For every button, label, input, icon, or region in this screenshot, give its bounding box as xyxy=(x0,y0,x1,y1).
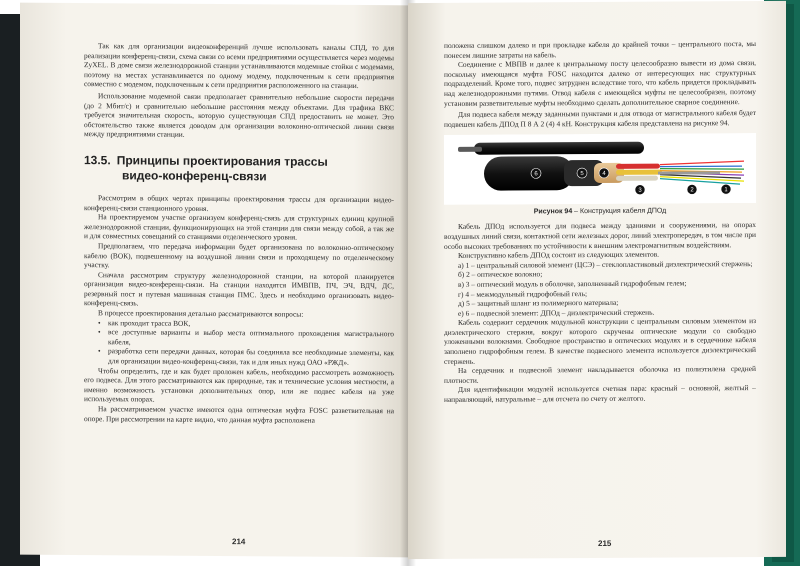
paragraph: Сначала рассмотрим структуру железнодорожной станции, на которой планируется организация видео-конференц-связи. На станции находятся ИМВПВ, ПЧ, ЭЧ, ВДЧ, ДС, резервный пост и путевая машинная станция ПМС. Здесь и необходимо организовать видео-конференц-связь. xyxy=(84,269,394,308)
element-list xyxy=(444,259,756,318)
figure-label: 5 xyxy=(580,171,584,178)
list-item: а) 1 – центральный силовой элемент (ЦСЭ) – стеклопластиковый диэлектрический стержень; xyxy=(458,258,753,270)
paragraph: Конструктивно кабель ДПОд состоит из следующих элементов. xyxy=(458,249,660,260)
paragraph: Чтобы определить, где и как будет проложен кабель, необходимо рассмотреть возможность его подвеса. Для этого рассматриваются как природные, так и технические условия местности, а именно возможность установки дополнительных опор, или же подвес кабеля на уже используемых опорах. xyxy=(84,365,394,404)
list-item: б) 2 – оптическое волокно; xyxy=(458,269,543,280)
bullet-list xyxy=(84,318,394,368)
paragraph: положена слишком далеко и при прокладке кабеля до крайней точки – центрального поста, мы понесем лишние затраты на кабель. xyxy=(444,39,756,60)
section-title-line1: Принципы проектирования трассы xyxy=(116,153,328,169)
figure-label: 2 xyxy=(690,187,694,194)
cable-figure xyxy=(444,133,756,205)
figure-label: 6 xyxy=(534,171,538,178)
paragraph: Для идентификации модулей используется счетная пара: красный – основной, желтый – направляющий, натуральные – для отсчета по счету от желтого. xyxy=(444,383,756,404)
paragraph: Кабель ДПОд используется для подвеса между зданиями и сооружениями, на опорах воздушных линий связи, контактной сети железных дорог, линий электропередач, в том числе при особо высоких требованиях по устойчивости к внешним электромагнитным воздействиям. xyxy=(444,220,756,251)
section-heading xyxy=(84,153,394,185)
section-title-line2: видео-конференц-связи xyxy=(122,168,267,184)
cable-jacket xyxy=(484,156,574,191)
figure-caption xyxy=(444,207,756,216)
figure-label: 3 xyxy=(638,188,642,195)
paragraph: В процессе проектирования детально рассматриваются вопросы: xyxy=(98,308,304,319)
paragraph: Кабель содержит сердечник модульной конструкции с центральным силовым элементом из диэлектрического стержня, вокруг которого скручены оптические модули со свободно уложенными волокнами. Свободное пространство в оптических модулях и в сердечнике кабеля заполнено гидрофобным гелем. В качестве подвесного элемента используется диэлектрический стержень. xyxy=(444,316,756,366)
section-number: 13.5. xyxy=(84,153,111,168)
paragraph: Для подвеса кабеля между заданными пунктами и для отвода от магистрального кабеля будет подвешен кабель ДПОд П 8 А 2 (4) 4 кН. Конструкция кабеля представлена на рисунке 94. xyxy=(444,108,756,129)
list-item: д) 5 – защитный шланг из полимерного материала; xyxy=(458,297,619,308)
figure-label: 1 xyxy=(724,187,728,194)
figure-label: 4 xyxy=(602,171,606,178)
central-strength-member xyxy=(658,172,720,175)
list-item: • как проходит трасса ВОК, xyxy=(108,318,394,330)
paragraph: Рассмотрим в общих чертах принципы проектирования трассы для организации видео-конференц-связи станционного уровня. xyxy=(84,193,394,213)
figure-number: Рисунок 94 xyxy=(533,208,573,216)
page-number: 215 xyxy=(598,538,612,548)
cable-messenger xyxy=(474,142,644,155)
paragraph: На проектируемом участке организуем конференц-связь для структурных единиц крупной железнодорожной станции, функционирующих на этой станции для связи между собой, а так же и для совместных совещаний со станциями отделенческого уровня. xyxy=(84,212,394,242)
paragraph: Соединение с МВПВ и далее к центральному посту целесообразно вывести из дома связи, поскольку имеющаяся муфта FOSC находится далеко от интересующих нас структурных подразделений. Кроме того, подвес затруднен вследствие того, что кабель придется прокладывать над железнодорожными путями. Отвод кабеля с имеющейся муфты не целесообразен, поэтому установим разветвительные муфты необходимо сделать дополнительное сварное соединение. xyxy=(444,58,756,108)
list-item: в) 3 – оптический модуль в оболочке, заполненный гидрофобным гелем; xyxy=(458,278,687,289)
paragraph: Предполагаем, что передача информации будет организована по волоконно-оптическому кабелю (ВОК), подвешенному на воздушной линии связи и проходящему по отделенческому участку. xyxy=(84,241,394,270)
figure-title: – Конструкция кабеля ДПОд xyxy=(574,207,667,216)
optical-modules xyxy=(616,164,662,181)
page-right xyxy=(408,1,786,559)
list-item: е) 6 – подвесной элемент: ДПОд – диэлектрический стержень. xyxy=(458,307,655,318)
page-left xyxy=(20,3,408,558)
page-number: 214 xyxy=(232,537,246,547)
list-item: • разработка сети передачи данных, которая бы соединяла все необходимые элементы, как для организации видео-конференц-связи, так и для иных нужд ОАО «РЖД». xyxy=(108,347,394,368)
paragraph: На рассматриваемом участке имеются одна оптическая муфта FOSC разветвительная на опоре. При рассмотрении на карте видно, что данная муфта расположена xyxy=(84,404,394,425)
paragraph: Так как для организации видеоконференций лучше использовать каналы СПД, то для реализации конференц-связи, схема связи со всеми предприятиями осуществляется через модемы ZyXEL. В доме связи железнодорожной станции устанавливаются модемные стойки с модемами, поэтому на местах устанавливается по одному модему, подключенным к сети предприятия совместно с модемом, подключенным к сети предприятия расположенного на станции. xyxy=(84,41,394,91)
cable-illustration xyxy=(444,133,756,205)
list-item: г) 4 – межмодульный гидрофобный гель; xyxy=(458,288,587,299)
paragraph: Использование модемной связи предполагает сравнительно небольшие скорости передачи (до 2 Мбит/с) и сравнительно небольшие расстояния между объектами. Для трафика ВКС требуется значительная скорость, которую существующая СПД предоставить не может. Это обстоятельство также является доводом для организации волоконно-оптической линии связи между предприятиями станции. xyxy=(84,91,394,140)
list-item: • все доступные варианты и выбор места оптимального прохождения магистрального кабеля, xyxy=(108,328,394,349)
paragraph: На сердечник и подвесной элемент накладывается оболочка из полиэтилена средней плотности. xyxy=(444,364,756,385)
